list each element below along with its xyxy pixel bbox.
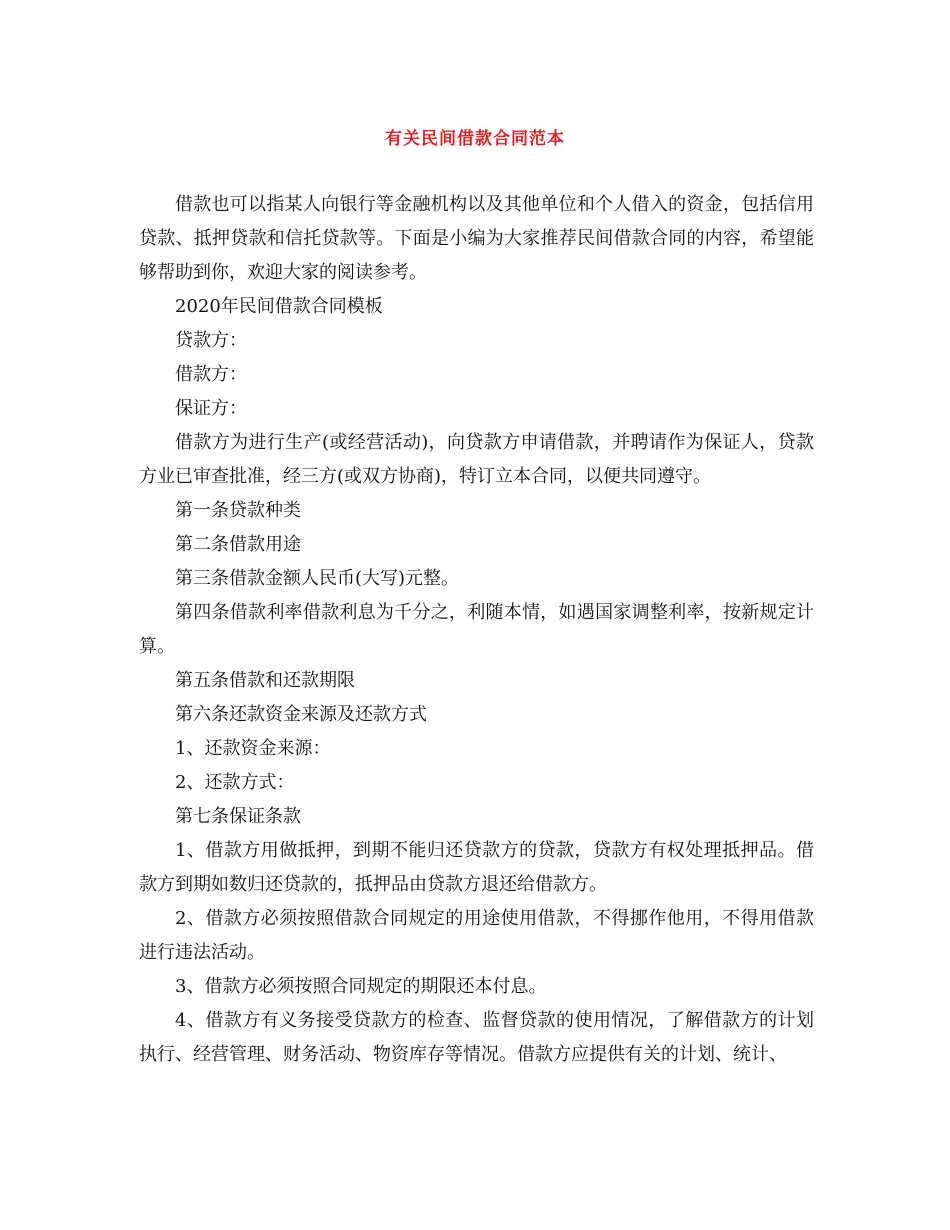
paragraph-article-4: 第四条借款利率借款利息为千分之，利随本情，如遇国家调整利率，按新规定计算。 — [139, 602, 814, 657]
paragraph-repayment-method: 2、还款方式： — [175, 772, 295, 793]
paragraph-article-6: 第六条还款资金来源及还款方式 — [175, 704, 427, 725]
paragraph-article-1: 第一条贷款种类 — [175, 500, 301, 521]
paragraph-guarantee-2: 2、借款方必须按照借款合同规定的用途使用借款，不得挪作他用，不得用借款进行违法活动。 — [139, 908, 814, 963]
paragraph-guarantor: 保证方： — [175, 398, 247, 419]
paragraph-preamble: 借款方为进行生产(或经营活动)，向贷款方申请借款，并聘请作为保证人，贷款方业已审查批准，经三方(或双方协商)，特订立本合同，以便共同遵守。 — [139, 432, 814, 487]
document-body — [139, 188, 814, 1072]
paragraph-guarantee-3: 3、借款方必须按照合同规定的期限还本付息。 — [175, 976, 547, 997]
paragraph-guarantee-1: 1、借款方用做抵押，到期不能归还贷款方的贷款，贷款方有权处理抵押品。借款方到期如数归还贷款的，抵押品由贷款方退还给借款方。 — [139, 840, 814, 895]
paragraph-repayment-source: 1、还款资金来源： — [175, 738, 331, 759]
paragraph-article-2: 第二条借款用途 — [175, 534, 301, 555]
paragraph-article-5: 第五条借款和还款期限 — [175, 670, 355, 691]
document-title: 有关民间借款合同范本 — [385, 129, 565, 149]
paragraph-lender: 贷款方： — [175, 330, 247, 351]
paragraph-borrower: 借款方： — [175, 364, 247, 385]
paragraph-template-heading: 2020年民间借款合同模板 — [175, 296, 383, 317]
paragraph-guarantee-4: 4、借款方有义务接受贷款方的检查、监督贷款的使用情况，了解借款方的计划执行、经营管理、财务活动、物资库存等情况。借款方应提供有关的计划、统计、 — [139, 1010, 814, 1065]
paragraph-article-3: 第三条借款金额人民币(大写)元整。 — [175, 568, 460, 589]
paragraph-article-7: 第七条保证条款 — [175, 806, 301, 827]
paragraph-intro: 借款也可以指某人向银行等金融机构以及其他单位和个人借入的资金，包括信用贷款、抵押贷款和信托贷款等。下面是小编为大家推荐民间借款合同的内容，希望能够帮助到你，欢迎大家的阅读参考。 — [139, 194, 814, 283]
